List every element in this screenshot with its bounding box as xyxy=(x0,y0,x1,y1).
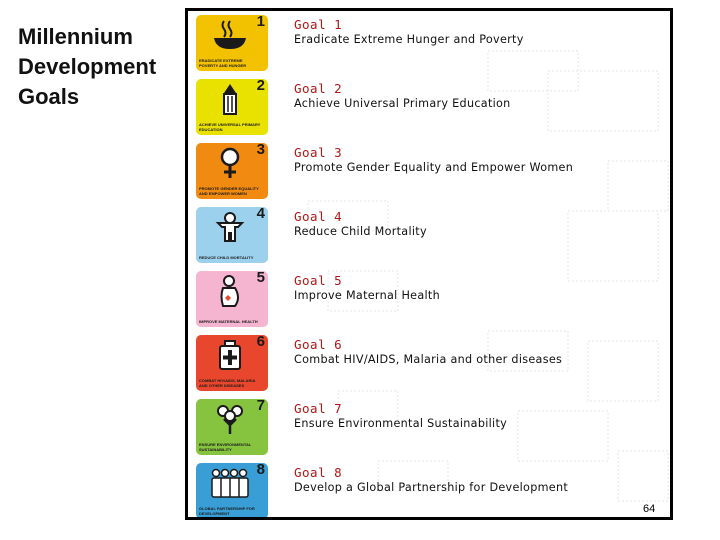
tree-icon xyxy=(210,403,250,435)
goal-row-1 xyxy=(196,15,670,73)
goal-tile-caption: COMBAT HIV/AIDS, MALARIA AND OTHER DISEASES xyxy=(199,378,256,388)
goal-label: Goal 1 xyxy=(294,17,343,32)
goal-tile-caption: REDUCE CHILD MORTALITY xyxy=(199,255,254,260)
goal-description: Develop a Global Partnership for Development xyxy=(294,481,569,494)
goal-tile-2 xyxy=(196,79,268,135)
goal-label: Goal 6 xyxy=(294,337,343,352)
goal-row-4 xyxy=(196,207,670,265)
goal-description: Promote Gender Equality and Empower Women xyxy=(294,161,574,174)
goal-row-6 xyxy=(196,335,670,393)
goal-tile-1 xyxy=(196,15,268,71)
goal-label: Goal 2 xyxy=(294,81,343,96)
goal-tile-caption: ENSURE ENVIRONMENTAL SUSTAINABILITY xyxy=(199,442,252,452)
goal-tile-8 xyxy=(196,463,268,519)
goal-description: Eradicate Extreme Hunger and Poverty xyxy=(294,33,524,46)
goals-panel xyxy=(185,8,673,520)
goal-tile-caption: PROMOTE GENDER EQUALITY AND EMPOWER WOMEN xyxy=(199,186,259,196)
mother-icon xyxy=(210,275,250,307)
female-symbol-icon xyxy=(210,147,250,179)
goal-tile-number: 7 xyxy=(256,399,265,414)
bowl-icon xyxy=(210,19,250,51)
slide-title xyxy=(18,22,178,112)
slide-title-line: Development xyxy=(18,54,157,79)
goal-tile-number: 2 xyxy=(256,79,265,94)
goal-tile-caption: ACHIEVE UNIVERSAL PRIMARY EDUCATION xyxy=(199,122,261,132)
goal-label: Goal 5 xyxy=(294,273,343,288)
goal-description: Combat HIV/AIDS, Malaria and other diseases xyxy=(294,353,563,366)
goal-label: Goal 4 xyxy=(294,209,343,224)
goal-description: Ensure Environmental Sustainability xyxy=(294,417,508,430)
goal-tile-5 xyxy=(196,271,268,327)
page-number: 64 xyxy=(643,503,656,515)
goal-tile-caption: GLOBAL PARTNERSHIP FOR DEVELOPMENT xyxy=(199,506,255,516)
goal-tile-4 xyxy=(196,207,268,263)
goal-description: Improve Maternal Health xyxy=(294,289,440,302)
goal-tile-number: 3 xyxy=(256,143,265,158)
goal-tile-number: 5 xyxy=(256,271,265,286)
child-icon xyxy=(210,211,250,243)
goal-tile-caption: ERADICATE EXTREME POVERTY AND HUNGER xyxy=(199,58,247,68)
goal-tile-caption: IMPROVE MATERNAL HEALTH xyxy=(199,319,258,324)
goal-tile-number: 4 xyxy=(256,207,265,222)
goal-label: Goal 7 xyxy=(294,401,343,416)
goal-row-5 xyxy=(196,271,670,329)
goal-row-2 xyxy=(196,79,670,137)
goal-label: Goal 3 xyxy=(294,145,343,160)
slide-title-line: Millennium xyxy=(18,24,133,49)
goal-description: Reduce Child Mortality xyxy=(294,225,427,238)
slide-title-line: Goals xyxy=(18,84,80,109)
pencil-icon xyxy=(210,83,250,115)
goal-tile-number: 6 xyxy=(256,335,265,350)
people-group-icon xyxy=(210,467,250,499)
goal-tile-number: 8 xyxy=(256,463,265,478)
goal-description: Achieve Universal Primary Education xyxy=(294,97,511,110)
goal-tile-number: 1 xyxy=(256,15,265,30)
goal-tile-3 xyxy=(196,143,268,199)
goal-row-8 xyxy=(196,463,670,520)
goal-tile-6 xyxy=(196,335,268,391)
goal-row-3 xyxy=(196,143,670,201)
medicine-icon xyxy=(210,339,250,371)
goal-row-7 xyxy=(196,399,670,457)
goal-label: Goal 8 xyxy=(294,465,343,480)
goal-tile-7 xyxy=(196,399,268,455)
